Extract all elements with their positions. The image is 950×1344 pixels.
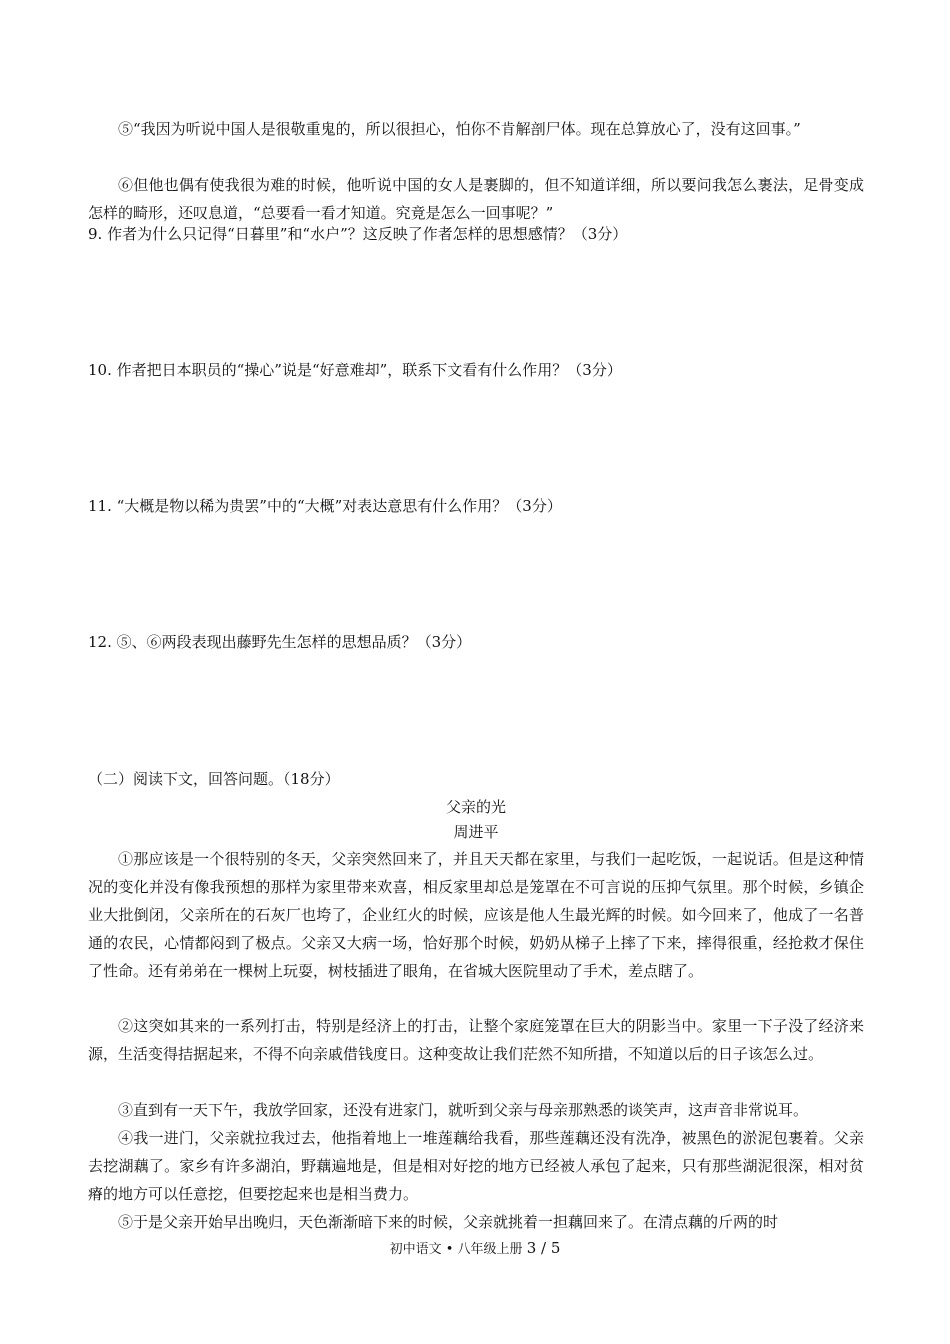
article-paragraph-4: ④我一进门，父亲就拉我过去，他指着地上一堆莲藕给我看，那些莲藕还没有洗净，被黑色的淤泥包裹着。父亲去挖湖藕了。家乡有许多湖泊，野藕遍地是，但是相对好挖的地方已经被人承包了起来，只有那些湖泥很深，相对贫瘠的地方可以任意挖，但要挖起来也是相当费力。 [88, 1129, 864, 1203]
question-12: 12. ⑤、⑥两段表现出藤野先生怎样的思想品质？（3分） [88, 633, 472, 651]
article-author: 周进平 [453, 823, 499, 841]
paragraph-5: ⑤“我因为听说中国人是很敬重鬼的，所以很担心，怕你不肯解剖尸体。现在总算放心了，没有这回事。” [118, 120, 801, 138]
article-paragraph-2: ②这突如其来的一系列打击，特别是经济上的打击，让整个家庭笼罩在巨大的阴影当中。家里一下子没了经济来源，生活变得拮据起来，不得不向亲戚借钱度日。这种变故让我们茫然不知所措，不知道以后的日子该怎么过。 [88, 1017, 864, 1063]
section-heading: （二）阅读下文，回答问题。（18分） [88, 770, 340, 788]
article-paragraph-1: ①那应该是一个很特别的冬天，父亲突然回来了，并且天天都在家里，与我们一起吃饭，一起说话。但是这种情况的变化并没有像我预想的那样为家里带来欢喜，相反家里却总是笼罩在不可言说的压抑气氛里。那个时候，乡镇企业大批倒闭，父亲所在的石灰厂也垮了，企业红火的时候，应该是他人生最光辉的时候。如今回来了，他成了一名普通的农民，心情都闷到了极点。父亲又大病一场，恰好那个时候，奶奶从梯子上摔了下来，摔得很重，经抢救才保住了性命。还有弟弟在一棵树上玩耍，树枝插进了眼角，在省城大医院里动了手术，差点瞎了。 [88, 850, 864, 980]
footer-label: 初中语文 • 八年级上册 [389, 1242, 523, 1257]
question-9: 9. 作者为什么只记得“日暮里”和“水户”？这反映了作者怎样的思想感情？（3分） [88, 225, 628, 243]
article-paragraph-5: ⑤于是父亲开始早出晚归，天色渐渐暗下来的时候，父亲就挑着一担藕回来了。在清点藕的斤两的时 [118, 1213, 779, 1231]
article-title: 父亲的光 [445, 798, 506, 816]
page-footer [0, 1238, 950, 1260]
paragraph-6: ⑥但他也偶有使我很为难的时候，他听说中国的女人是裹脚的，但不知道详细，所以要问我怎么裹法，足骨变成怎样的畸形，还叹息道，“总要看一看才知道。究竟是怎么一回事呢？” [88, 176, 864, 222]
question-11: 11. “大概是物以稀为贵罢”中的“大概”对表达意思有什么作用？（3分） [88, 497, 562, 515]
article-paragraph-3: ③直到有一天下午，我放学回家，还没有进家门，就听到父亲与母亲那熟悉的谈笑声，这声音非常说耳。 [118, 1101, 809, 1119]
question-10: 10. 作者把日本职员的“操心”说是“好意难却”，联系下文看有什么作用？（3分） [88, 361, 622, 379]
page-number: 3 / 5 [526, 1239, 561, 1257]
